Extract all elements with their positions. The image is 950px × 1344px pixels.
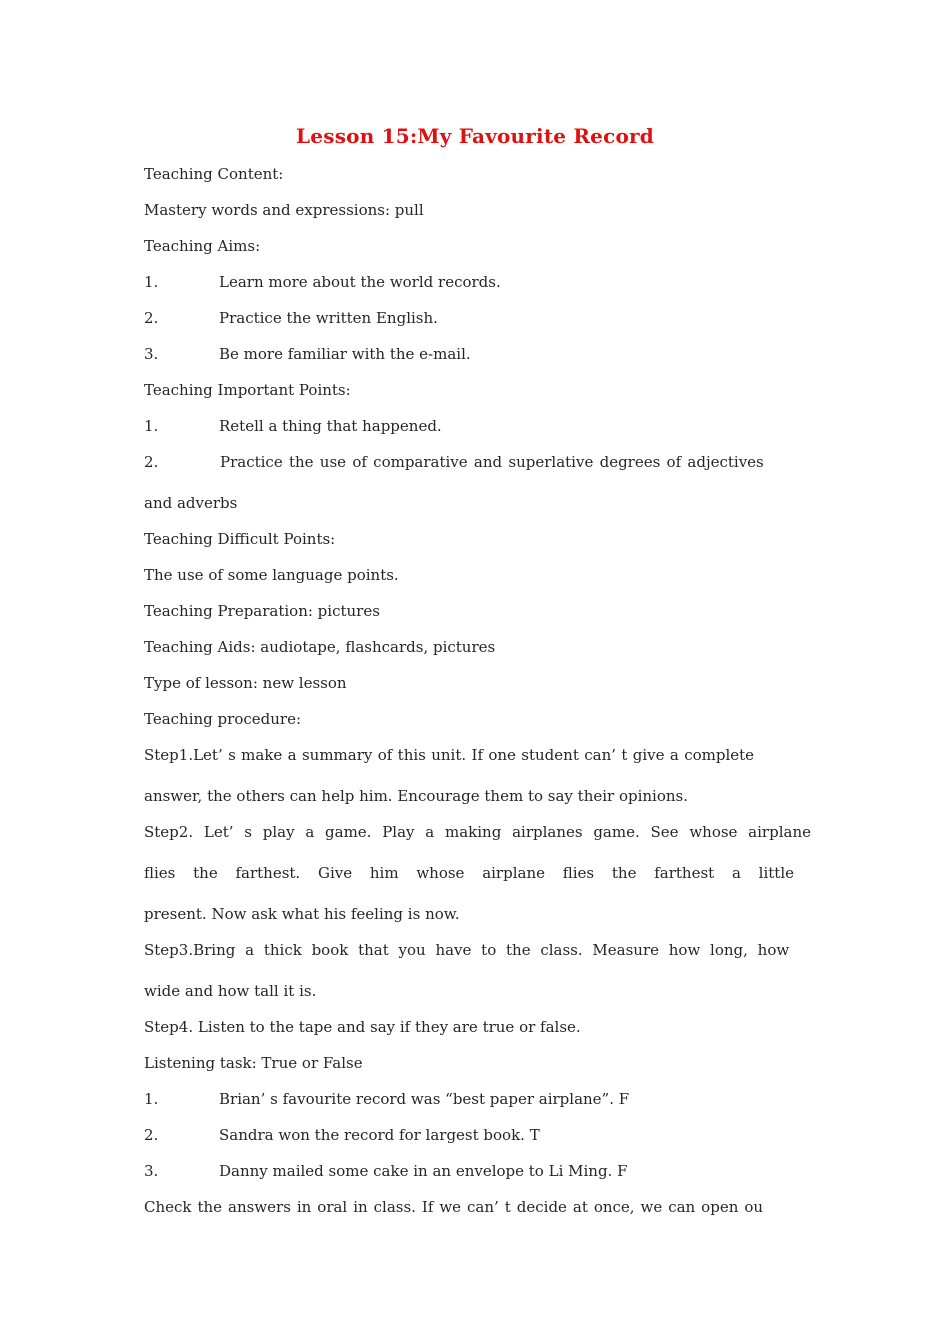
- important-continuation: and adverbs: [144, 494, 238, 512]
- lesson-type: Type of lesson: new lesson: [144, 674, 347, 692]
- lesson-title: Lesson 15:My Favourite Record: [296, 124, 654, 148]
- teaching-aids: Teaching Aids: audiotape, flashcards, pictures: [144, 638, 496, 656]
- listening-item: [144, 1125, 540, 1145]
- aim-text: Be more familiar with the e-mail.: [219, 345, 471, 363]
- aim-item: [144, 308, 438, 328]
- listening-item: [144, 1089, 629, 1109]
- important-text: Practice the use of comparative and superlative degrees of adjectives: [220, 453, 764, 471]
- aim-item: [144, 344, 471, 364]
- aim-text: Practice the written English.: [219, 309, 438, 327]
- important-points-label: Teaching Important Points:: [144, 381, 351, 399]
- aim-number: 1.: [144, 273, 159, 291]
- step2-line: Step2. Let’ s play a game. Play a making airplanes game. See whose airplane: [144, 823, 811, 841]
- listening-item: [144, 1161, 628, 1181]
- aim-number: 3.: [144, 345, 159, 363]
- difficult-points-label: Teaching Difficult Points:: [144, 530, 336, 548]
- important-number: 1.: [144, 417, 159, 435]
- listening-text: Sandra won the record for largest book. T: [219, 1126, 540, 1144]
- difficult-points: The use of some language points.: [144, 566, 399, 584]
- teaching-content-label: Teaching Content:: [144, 165, 284, 183]
- listening-text: Brian’ s favourite record was “best paper airplane”. F: [219, 1090, 630, 1108]
- listening-number: 2.: [144, 1126, 159, 1144]
- mastery-words: Mastery words and expressions: pull: [144, 201, 424, 219]
- listening-number: 3.: [144, 1162, 159, 1180]
- important-number: 2.: [144, 453, 159, 471]
- step4-line: Step4. Listen to the tape and say if they are true or false.: [144, 1018, 581, 1036]
- teaching-preparation: Teaching Preparation: pictures: [144, 602, 380, 620]
- listening-text: Danny mailed some cake in an envelope to Li Ming. F: [219, 1162, 628, 1180]
- step3-line: Step3.Bring a thick book that you have to the class. Measure how long, how: [144, 941, 790, 959]
- step1-line: Step1.Let’ s make a summary of this unit. If one student can’ t give a complete: [144, 746, 755, 764]
- check-answers-line: Check the answers in oral in class. If we can’ t decide at once, we can open ou: [144, 1198, 764, 1216]
- aim-item: [144, 272, 501, 292]
- important-text: Retell a thing that happened.: [219, 417, 442, 435]
- teaching-aims-label: Teaching Aims:: [144, 237, 261, 255]
- listening-task-label: Listening task: True or False: [144, 1054, 363, 1072]
- aim-number: 2.: [144, 309, 159, 327]
- step2-line: present. Now ask what his feeling is now.: [144, 905, 460, 923]
- teaching-procedure-label: Teaching procedure:: [144, 710, 301, 728]
- important-item: [144, 452, 806, 472]
- step3-line: wide and how tall it is.: [144, 982, 317, 1000]
- listening-number: 1.: [144, 1090, 159, 1108]
- step2-line: flies the farthest. Give him whose airplane flies the farthest a little: [144, 864, 794, 882]
- step1-line: answer, the others can help him. Encourage them to say their opinions.: [144, 787, 689, 805]
- important-item: [144, 416, 442, 436]
- aim-text: Learn more about the world records.: [219, 273, 501, 291]
